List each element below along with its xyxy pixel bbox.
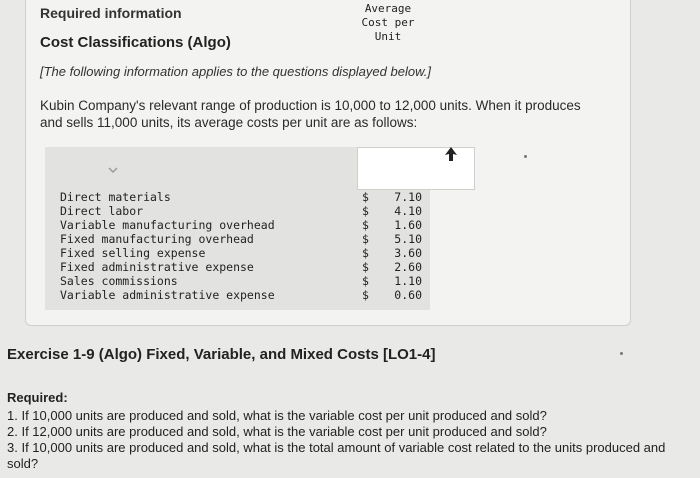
- cost-row-label: Direct labor: [60, 204, 144, 218]
- cost-row-labels: [60, 190, 275, 302]
- cost-row-value: [362, 204, 422, 218]
- cost-amount: 4.10: [394, 204, 422, 218]
- cost-row-value: [362, 218, 422, 232]
- cost-amount: 3.60: [394, 246, 422, 260]
- cost-row-values: [362, 190, 422, 302]
- section-title: Cost Classifications (Algo): [40, 34, 231, 51]
- chevron-down-icon[interactable]: [107, 166, 119, 174]
- currency-symbol: $: [362, 204, 369, 218]
- currency-symbol: $: [362, 218, 369, 232]
- cost-row-value: [362, 260, 422, 274]
- currency-symbol: $: [362, 288, 369, 302]
- cost-row-label: Direct materials: [60, 190, 171, 204]
- stray-dot-mark: [524, 155, 527, 158]
- cost-row-value: [362, 232, 422, 246]
- cost-amount: 7.10: [394, 190, 422, 204]
- currency-symbol: $: [362, 274, 369, 288]
- cost-row-label: Sales commissions: [60, 274, 178, 288]
- info-note: [The following information applies to the questions displayed below.]: [40, 64, 431, 79]
- currency-symbol: $: [362, 260, 369, 274]
- cost-amount: 5.10: [394, 232, 422, 246]
- cost-row-label: Fixed selling expense: [60, 246, 206, 260]
- cost-row-value: [362, 274, 422, 288]
- cost-amount: 1.60: [394, 218, 422, 232]
- currency-symbol: $: [362, 190, 369, 204]
- question-item: 3. If 10,000 units are produced and sold, what is the total amount of variable cost related to the units produced and sold?: [7, 440, 666, 471]
- cost-row-value: [362, 246, 422, 260]
- stray-dot-mark: [620, 352, 623, 355]
- cost-row-value: [362, 288, 422, 302]
- required-information-heading: Required information: [40, 5, 182, 21]
- intro-paragraph: Kubin Company's relevant range of production is 10,000 to 12,000 units. When it produces and sells 11,000 units, its average costs per unit are as follows:: [40, 98, 581, 130]
- cost-amount: 0.60: [394, 288, 422, 302]
- question-list: [7, 408, 672, 472]
- currency-symbol: $: [362, 232, 369, 246]
- cost-amount: 2.60: [394, 260, 422, 274]
- column-header-line: Average: [364, 2, 412, 15]
- cost-row-label: Fixed administrative expense: [60, 260, 254, 274]
- required-label: Required:: [7, 390, 68, 405]
- exercise-title: Exercise 1-9 (Algo) Fixed, Variable, and Mixed Costs [LO1-4]: [7, 346, 436, 363]
- question-item: 2. If 12,000 units are produced and sold, what is the variable cost per unit produced and sold?: [7, 424, 547, 439]
- cost-row-label: Variable manufacturing overhead: [60, 218, 275, 232]
- cost-row-value: [362, 190, 422, 204]
- cursor-arrow-icon: [444, 146, 458, 162]
- cost-row-label: Variable administrative expense: [60, 288, 275, 302]
- cost-row-label: Fixed manufacturing overhead: [60, 232, 254, 246]
- column-header-line: Unit: [374, 30, 402, 43]
- cost-amount: 1.10: [394, 274, 422, 288]
- column-header-line: Cost per: [361, 16, 415, 29]
- currency-symbol: $: [362, 246, 369, 260]
- question-item: 1. If 10,000 units are produced and sold, what is the variable cost per unit produced and sold?: [7, 408, 547, 423]
- column-header-average-cost: [345, 2, 431, 44]
